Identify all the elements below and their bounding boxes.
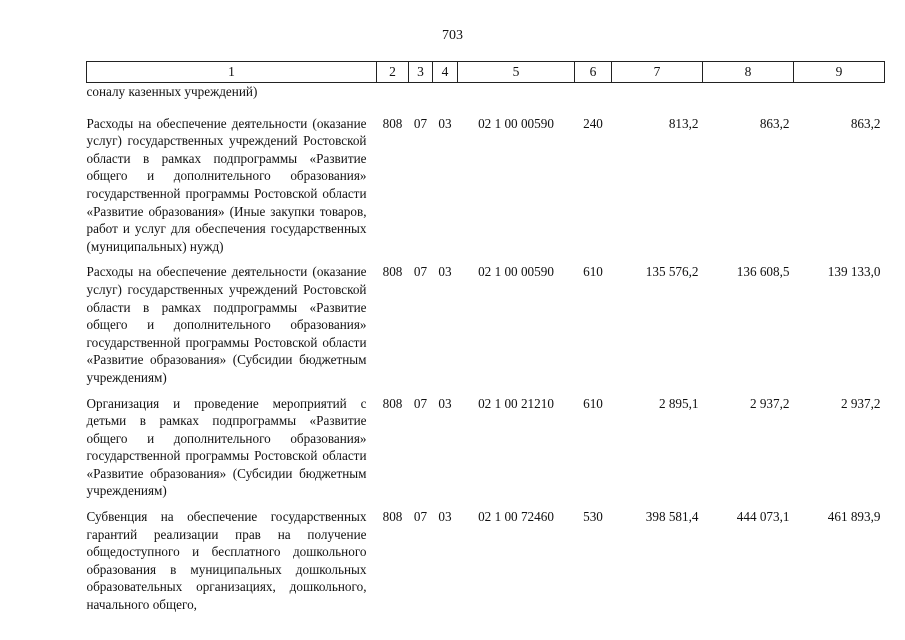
continuation-text: соналу казенных учреждений): [86, 84, 258, 99]
expense-type-code: 610: [583, 264, 603, 280]
amount-col-7: 2 895,1: [658, 395, 699, 411]
ministry-code: 808: [382, 115, 403, 131]
header-col-7: 7: [612, 62, 703, 83]
table-row: [87, 395, 885, 501]
column-number-header: [87, 62, 885, 83]
subsection-code: 03: [438, 395, 452, 411]
amount-col-9: 863,2: [850, 115, 881, 131]
amount-col-8: 863,2: [759, 115, 790, 131]
header-col-6: 6: [575, 62, 612, 83]
amount-col-7: 135 576,2: [645, 264, 699, 280]
amount-col-8: 136 608,5: [736, 264, 790, 280]
table-row: [87, 115, 885, 256]
header-col-8: 8: [703, 62, 794, 83]
section-code: 07: [413, 264, 428, 280]
budget-table: [86, 61, 885, 614]
row-description: Субвенция на обеспечение государственных гарантий реализации прав на получение общедоступного и бесплатного дошкольного образования в муниципальных дошкольных образовательных организациях, дошкольного, начального общего,: [86, 509, 367, 613]
section-code: 07: [413, 509, 428, 525]
header-col-4: 4: [433, 62, 458, 83]
header-col-5: 5: [458, 62, 575, 83]
target-article-code: 02 1 00 72460: [478, 509, 554, 525]
table-row: [87, 508, 885, 614]
page-number: 703: [442, 28, 463, 43]
amount-col-7: 398 581,4: [645, 509, 699, 525]
subsection-code: 03: [438, 264, 452, 280]
row-description: Расходы на обеспечение деятельности (оказание услуг) государственных учреждений Ростовской области в рамках подпрограммы «Развитие общего и дополнительного образования» государственной программы Ростовской области «Развитие образования» (Иные закупки товаров, работ и услуг для обеспечения государственных (муниципальных) нужд): [86, 115, 367, 254]
ministry-code: 808: [382, 509, 403, 525]
ministry-code: 808: [382, 264, 403, 280]
amount-col-7: 813,2: [668, 115, 699, 131]
header-col-9: 9: [794, 62, 885, 83]
expense-type-code: 610: [583, 395, 603, 411]
row-description: Организация и проведение мероприятий с детьми в рамках подпрограммы «Развитие общего и дополнительного образования» государственной программы Ростовской области «Развитие образования» (Субсидии бюджетным учреждениям): [86, 395, 367, 499]
subsection-code: 03: [438, 115, 452, 131]
expense-type-code: 530: [583, 509, 603, 525]
amount-col-9: 461 893,9: [827, 509, 881, 525]
continuation-row: [87, 83, 885, 107]
amount-col-9: 139 133,0: [827, 264, 881, 280]
subsection-code: 03: [438, 509, 452, 525]
amount-col-8: 444 073,1: [736, 509, 790, 525]
section-code: 07: [413, 115, 428, 131]
table-row: [87, 263, 885, 386]
header-col-3: 3: [409, 62, 433, 83]
target-article-code: 02 1 00 00590: [478, 115, 554, 131]
header-col-2: 2: [377, 62, 409, 83]
ministry-code: 808: [382, 395, 403, 411]
expense-type-code: 240: [583, 115, 603, 131]
target-article-code: 02 1 00 00590: [478, 264, 554, 280]
section-code: 07: [413, 395, 428, 411]
amount-col-8: 2 937,2: [749, 395, 790, 411]
amount-col-9: 2 937,2: [840, 395, 881, 411]
header-col-1: 1: [87, 62, 377, 83]
target-article-code: 02 1 00 21210: [478, 395, 554, 411]
row-description: Расходы на обеспечение деятельности (оказание услуг) государственных учреждений Ростовской области в рамках подпрограммы «Развитие общего и дополнительного образования» государственной программы Ростовской области «Развитие образования» (Субсидии бюджетным учреждениям): [86, 264, 367, 385]
